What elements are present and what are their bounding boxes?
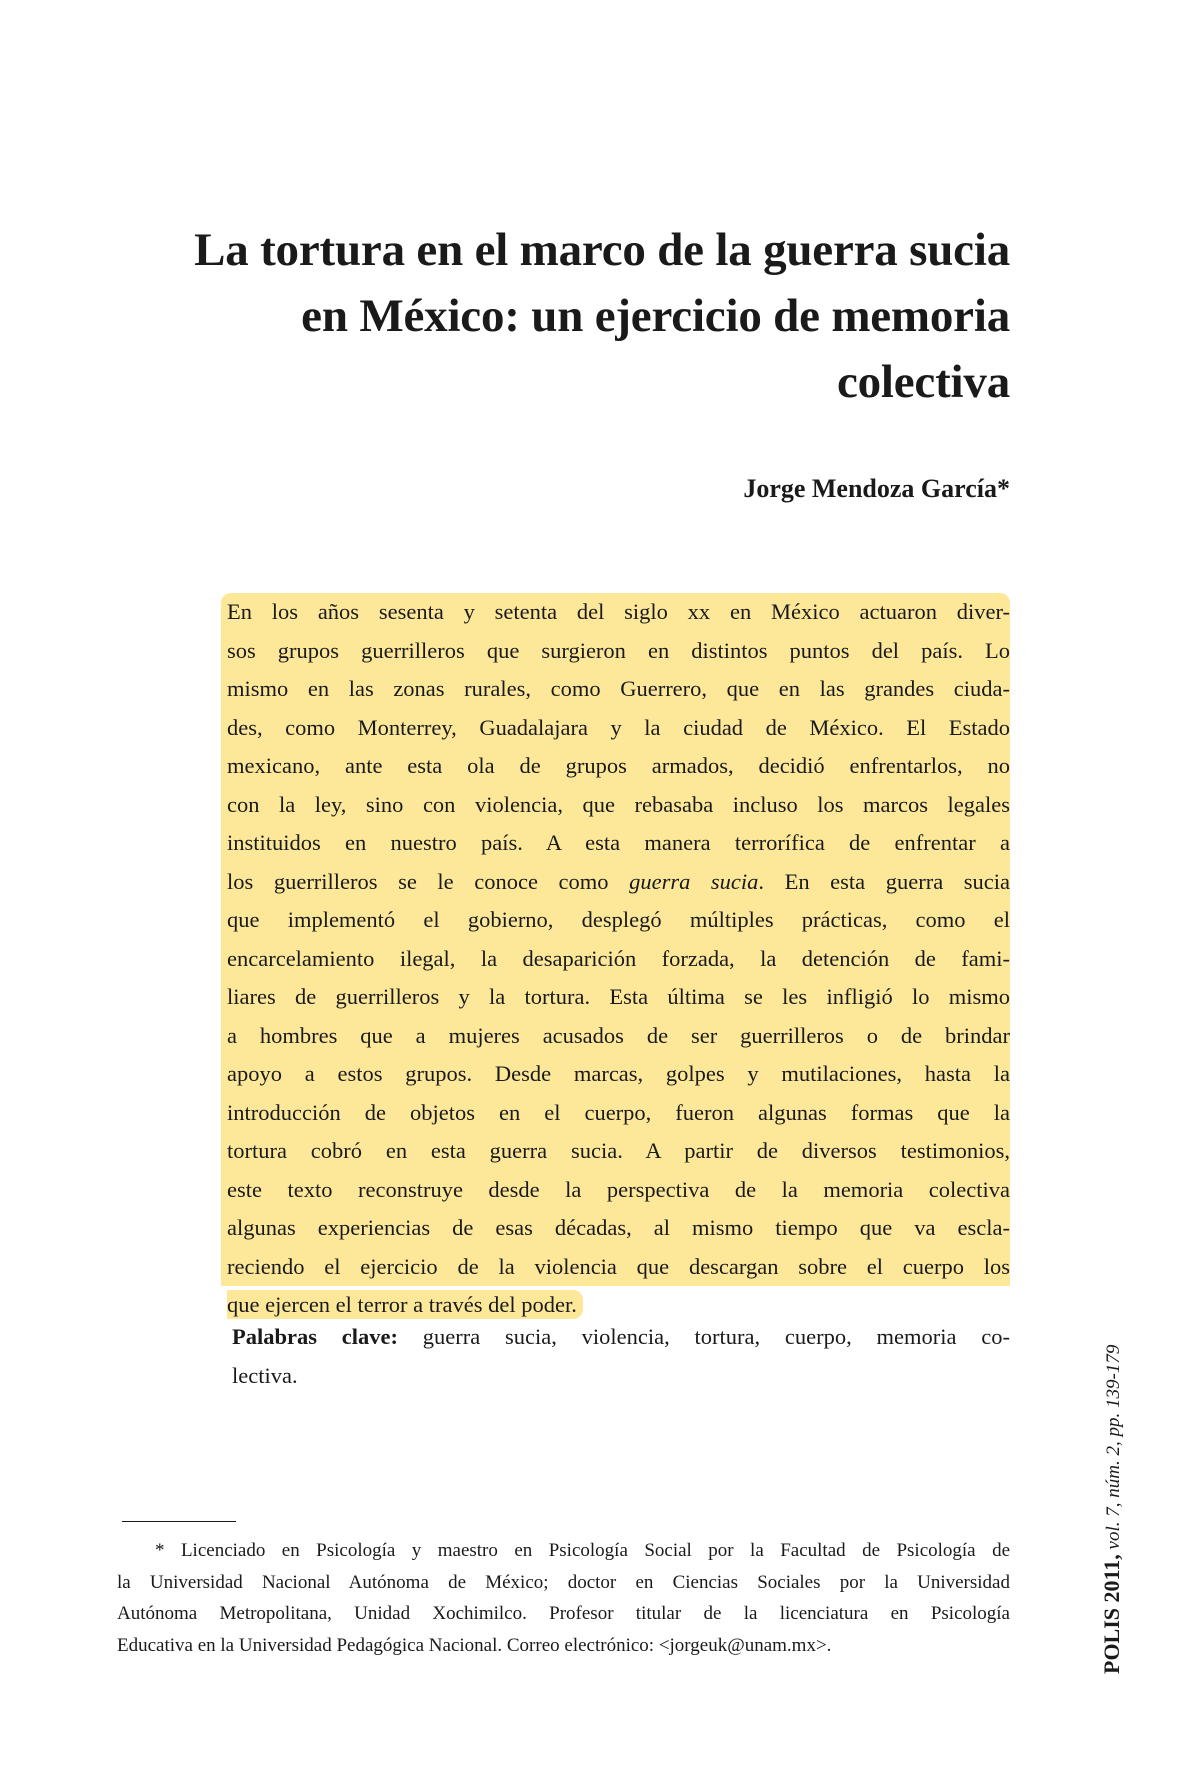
keywords <box>232 1318 1010 1395</box>
abstract-line: mexicano, ante esta ola de grupos armados, decidió enfrentarlos, no <box>221 747 1010 786</box>
title-line-2: en México: un ejercicio de memoria <box>301 290 1010 343</box>
journal-issue: vol. 7, núm. 2, pp. 139-179 <box>1103 1344 1124 1555</box>
author-footnote <box>117 1535 1010 1661</box>
abstract-line: este texto reconstruye desde la perspectiva de la memoria colectiva <box>221 1171 1010 1210</box>
abstract-line: des, como Monterrey, Guadalajara y la ciudad de México. El Estado <box>221 709 1010 748</box>
author-name: Jorge Mendoza García* <box>743 474 1010 503</box>
abstract-text: . En esta guerra sucia <box>758 868 1010 894</box>
abstract-line: introducción de objetos en el cuerpo, fueron algunas formas que la <box>221 1094 1010 1133</box>
abstract-line: mismo en las zonas rurales, como Guerrero, que en las grandes ciuda- <box>221 670 1010 709</box>
abstract-line: liares de guerrilleros y la tortura. Esta última se les infligió lo mismo <box>221 978 1010 1017</box>
abstract-line: En los años sesenta y setenta del siglo xx en México actuaron diver- <box>221 593 1010 632</box>
keywords-text: guerra sucia, violencia, tortura, cuerpo, memoria co- <box>398 1324 1010 1349</box>
abstract-line: sos grupos guerrilleros que surgieron en distintos puntos del país. Lo <box>221 632 1010 671</box>
abstract-line: a hombres que a mujeres acusados de ser guerrilleros o de brindar <box>221 1017 1010 1056</box>
abstract-line: algunas experiencias de esas décadas, al mismo tiempo que va escla- <box>221 1209 1010 1248</box>
keywords-line: lectiva. <box>232 1362 298 1388</box>
footnote-line: Educativa en la Universidad Pedagógica Nacional. Correo electrónico: <jorgeuk@unam.mx>. <box>117 1634 832 1656</box>
abstract-line: tortura cobró en esta guerra sucia. A partir de diversos testimonios, <box>221 1132 1010 1171</box>
footnote-line: Autónoma Metropolitana, Unidad Xochimilco. Profesor titular de la licenciatura en Psicología <box>117 1603 1010 1624</box>
abstract-line: con la ley, sino con violencia, que rebasaba incluso los marcos legales <box>221 786 1010 825</box>
footnote-line: la Universidad Nacional Autónoma de México; doctor en Ciencias Sociales por la Universidad <box>117 1571 1010 1593</box>
article-title <box>140 217 1010 415</box>
title-line-3: colectiva <box>836 356 1010 409</box>
abstract <box>227 593 1010 1325</box>
abstract-line: reciendo el ejercicio de la violencia que descargan sobre el cuerpo los <box>221 1248 1010 1287</box>
abstract-highlight: que ejercen el terror a través del poder. <box>227 1290 583 1319</box>
abstract-line: que implementó el gobierno, desplegó múltiples prácticas, como el <box>221 901 1010 940</box>
journal-side-label <box>1099 1314 1125 1674</box>
abstract-line-mixed <box>221 863 1010 902</box>
keywords-label: Palabras clave: <box>232 1324 398 1349</box>
journal-name: POLIS 2011, <box>1099 1554 1124 1674</box>
keywords-line <box>232 1318 1010 1357</box>
abstract-line: instituidos en nuestro país. A esta manera terrorífica de enfrentar a <box>221 824 1010 863</box>
abstract-emphasis: guerra sucia <box>629 868 759 894</box>
abstract-line: encarcelamiento ilegal, la desaparición forzada, la detención de fami- <box>221 940 1010 979</box>
abstract-line: apoyo a estos grupos. Desde marcas, golpes y mutilaciones, hasta la <box>221 1055 1010 1094</box>
footnote-line: * Licenciado en Psicología y maestro en Psicología Social por la Facultad de Psicología de <box>155 1540 1010 1561</box>
title-line-1: La tortura en el marco de la guerra sucia <box>194 224 1010 277</box>
abstract-text: los guerrilleros se le conoce como <box>227 868 609 894</box>
footnote-rule <box>122 1521 236 1522</box>
